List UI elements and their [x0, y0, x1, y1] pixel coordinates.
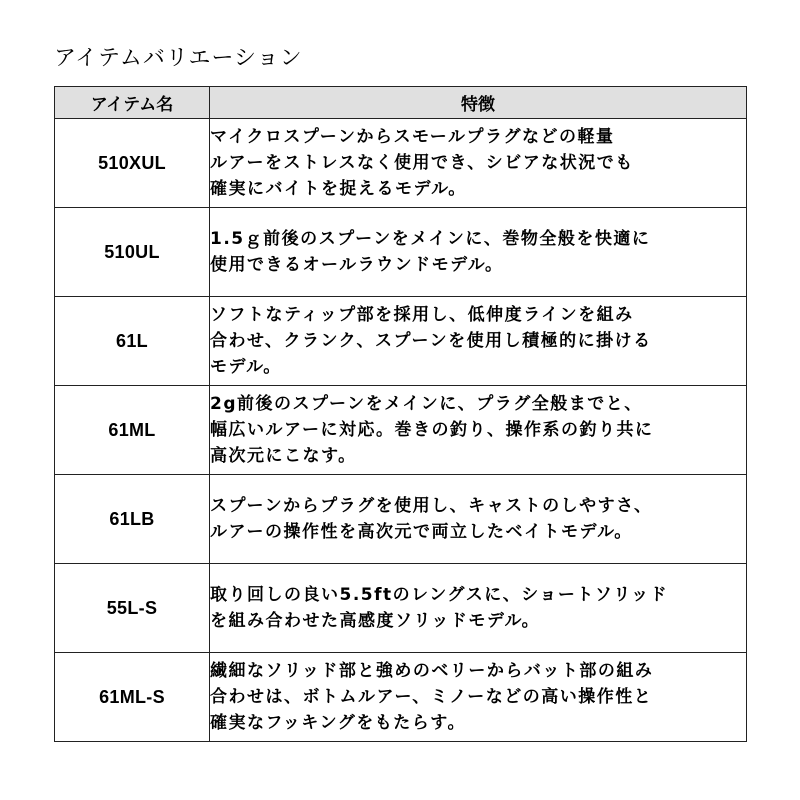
feature-text-line: を組み合わせた高感度ソリッドモデル。: [210, 611, 541, 631]
item-name-cell: 55L-S: [55, 564, 210, 653]
feature-cell: [210, 564, 747, 653]
table-row: [55, 297, 747, 386]
feature-text-line: ルアーの操作性を高次元で両立したベイトモデル。: [210, 522, 633, 542]
feature-text-line: 繊細なソリッド部と強めのベリーからバット部の組み: [210, 661, 654, 681]
feature-text-line: マイクロスプーンからスモールプラグなどの軽量: [210, 127, 615, 147]
feature-text-line: モデル。: [210, 357, 282, 377]
feature-cell: [210, 386, 747, 475]
table-row: [55, 564, 747, 653]
feature-text-line: 使用できるオールラウンドモデル。: [210, 255, 504, 275]
feature-cell: [210, 475, 747, 564]
feature-text-line: 合わせは、ボトムルアー、ミノーなどの高い操作性と: [210, 687, 653, 707]
header-item-name: アイテム名: [55, 87, 210, 119]
feature-cell: [210, 119, 747, 208]
feature-text-line: 1.5ｇ前後のスプーンをメインに、巻物全般を快適に: [210, 229, 651, 249]
feature-text-line: ルアーをストレスなく使用でき、シビアな状況でも: [210, 153, 634, 173]
item-name-cell: 61LB: [55, 475, 210, 564]
table-row: [55, 119, 747, 208]
item-name-cell: 61ML: [55, 386, 210, 475]
feature-text-line: 確実にバイトを捉えるモデル。: [210, 179, 467, 199]
feature-text-line: 幅広いルアーに対応。巻きの釣り、操作系の釣り共に: [210, 420, 654, 440]
feature-text-line: スプーンからプラグを使用し、キャストのしやすさ、: [210, 496, 653, 516]
feature-text-line: ソフトなティップ部を採用し、低伸度ラインを組み: [210, 305, 634, 325]
table-row: [55, 386, 747, 475]
table-row: [55, 475, 747, 564]
item-name-cell: 61ML-S: [55, 653, 210, 742]
feature-cell: [210, 208, 747, 297]
feature-cell: [210, 297, 747, 386]
table-row: [55, 653, 747, 742]
feature-cell: [210, 653, 747, 742]
item-name-cell: 510XUL: [55, 119, 210, 208]
page-title: アイテムバリエーション: [54, 46, 303, 71]
feature-text-line: 2g前後のスプーンをメインに、プラグ全般までと、: [210, 394, 643, 414]
feature-text-line: 合わせ、クランク、スプーンを使用し積極的に掛ける: [210, 331, 652, 351]
table-row: [55, 208, 747, 297]
table-header-row: [55, 87, 747, 119]
item-name-cell: 61L: [55, 297, 210, 386]
feature-text-line: 確実なフッキングをもたらす。: [210, 713, 466, 733]
header-feature: 特徴: [210, 87, 747, 119]
item-variation-table: [54, 86, 747, 742]
item-name-cell: 510UL: [55, 208, 210, 297]
feature-text-line: 高次元にこなす。: [210, 446, 357, 466]
feature-text-line: 取り回しの良い5.5ftのレングスに、ショートソリッド: [210, 585, 669, 605]
